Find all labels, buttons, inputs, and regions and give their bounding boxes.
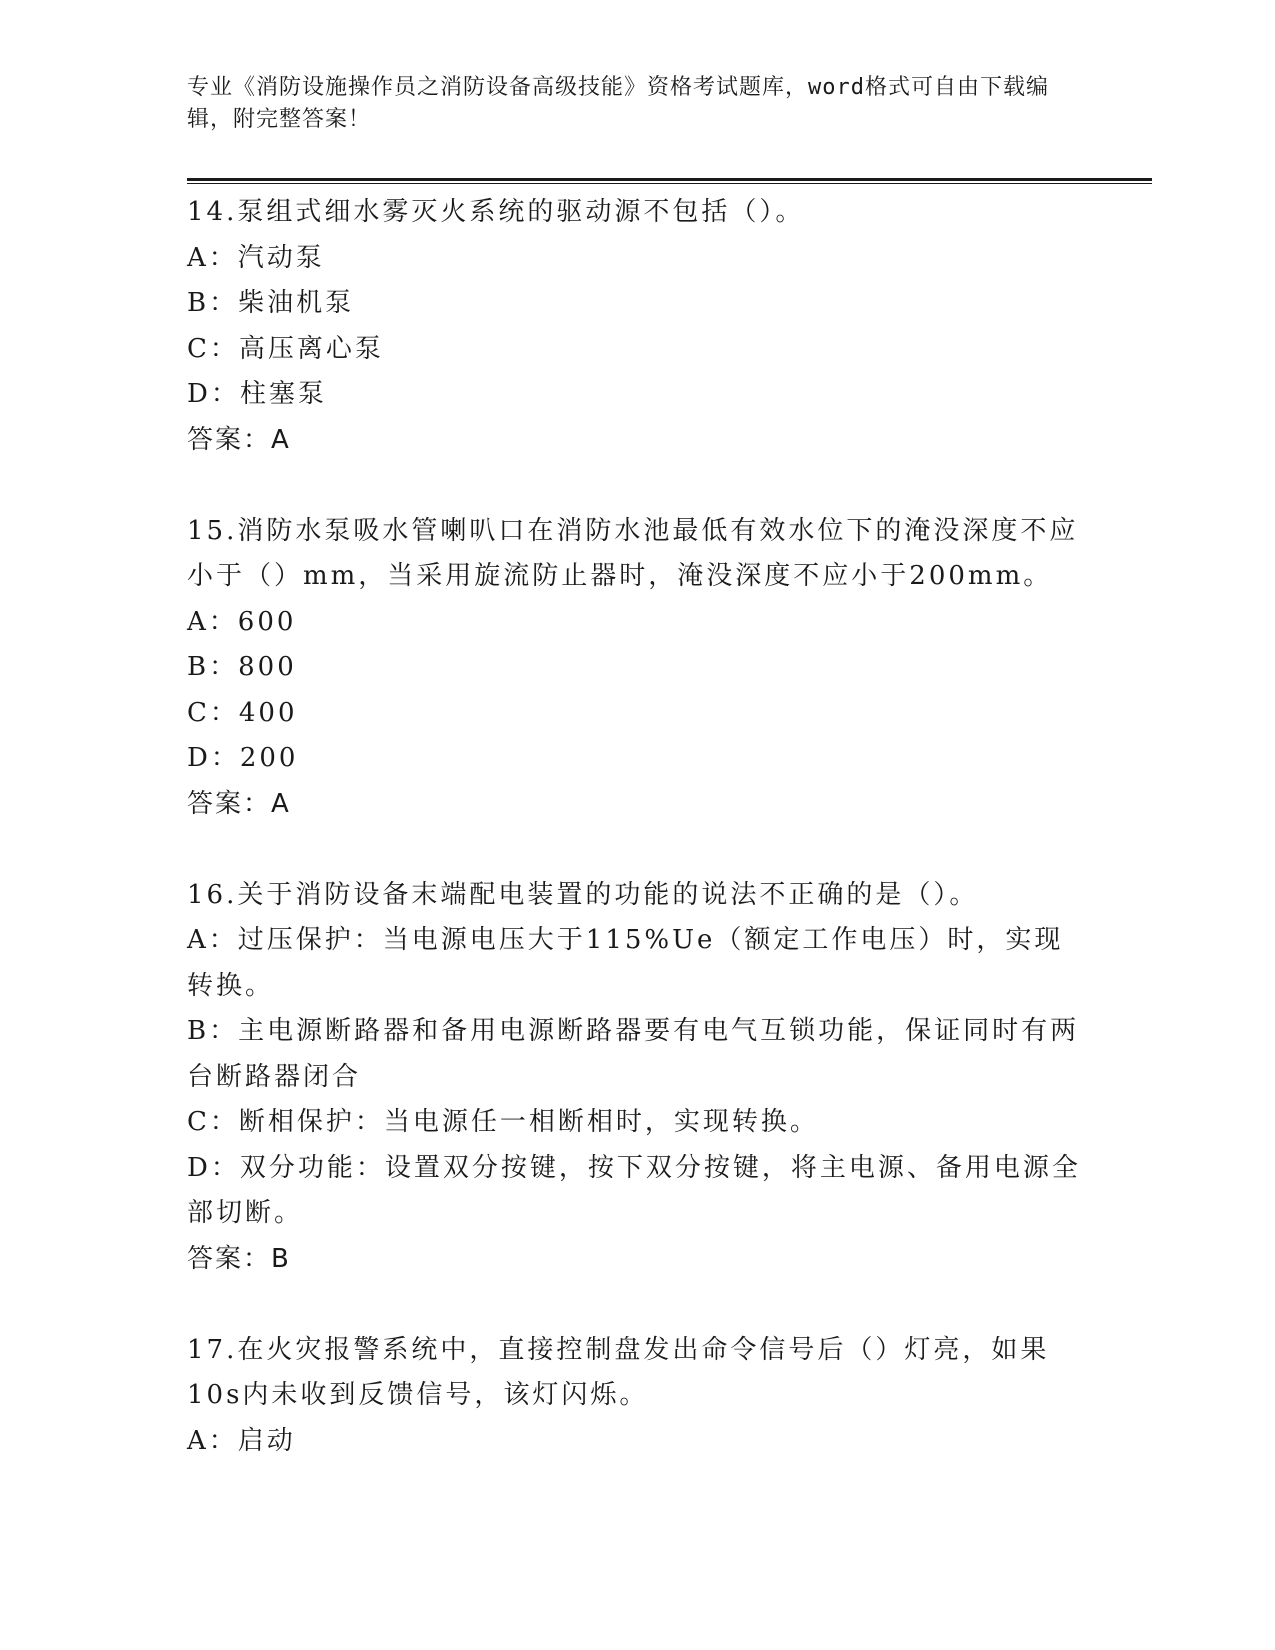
option-c: C：400 [187,697,298,728]
option-a: A：汽动泵 [187,242,325,273]
question-text: 16.关于消防设备末端配电装置的功能的说法不正确的是（）。 [187,879,979,910]
option-d: D：200 [187,743,299,773]
option-d: D：双分功能：设置双分按键，按下双分按键，将主电源、备用电源全部切断。 [187,1152,1081,1228]
option-c: C：高压离心泵 [187,333,384,364]
option-c: C：断相保护：当电源任一相断相时，实现转换。 [187,1107,819,1137]
option-a: A：启动 [187,1425,296,1456]
question-gap [187,463,1087,509]
option-a: A：600 [187,606,297,637]
option-d: D：柱塞泵 [187,379,327,409]
option-b: B：柴油机泵 [187,288,355,318]
option-b: B：主电源断路器和备用电源断路器要有电气互锁功能，保证同时有两台断路器闭合 [187,1016,1080,1092]
question-gap [187,827,1087,873]
question-14 [187,190,1087,463]
answer: 答案：A [187,788,291,819]
question-gap [187,1282,1087,1328]
answer: 答案：A [187,424,291,455]
question-list [187,190,1087,1464]
document-header: 专业《消防设施操作员之消防设备高级技能》资格考试题库，word格式可自由下载编辑，附完整答案！ [187,75,1049,132]
option-b: B：800 [187,652,297,682]
header-rule-thin [187,183,1152,184]
question-15 [187,509,1087,828]
answer: 答案：B [187,1243,291,1274]
question-text: 14.泵组式细水雾灭火系统的驱动源不包括（）。 [187,197,805,227]
question-17 [187,1328,1087,1465]
question-16 [187,873,1087,1283]
question-text: 17.在火灾报警系统中，直接控制盘发出命令信号后（）灯亮，如果10s内未收到反馈信号，该灯闪烁。 [187,1334,1050,1410]
header-rule-thick [187,178,1152,181]
option-a: A：过压保护：当电源电压大于115%Ue（额定工作电压）时，实现转换。 [187,925,1064,1001]
question-text: 15.消防水泵吸水管喇叭口在消防水池最低有效水位下的淹没深度不应小于（）mm，当采用旋流防止器时，淹没深度不应小于200mm。 [187,515,1079,591]
